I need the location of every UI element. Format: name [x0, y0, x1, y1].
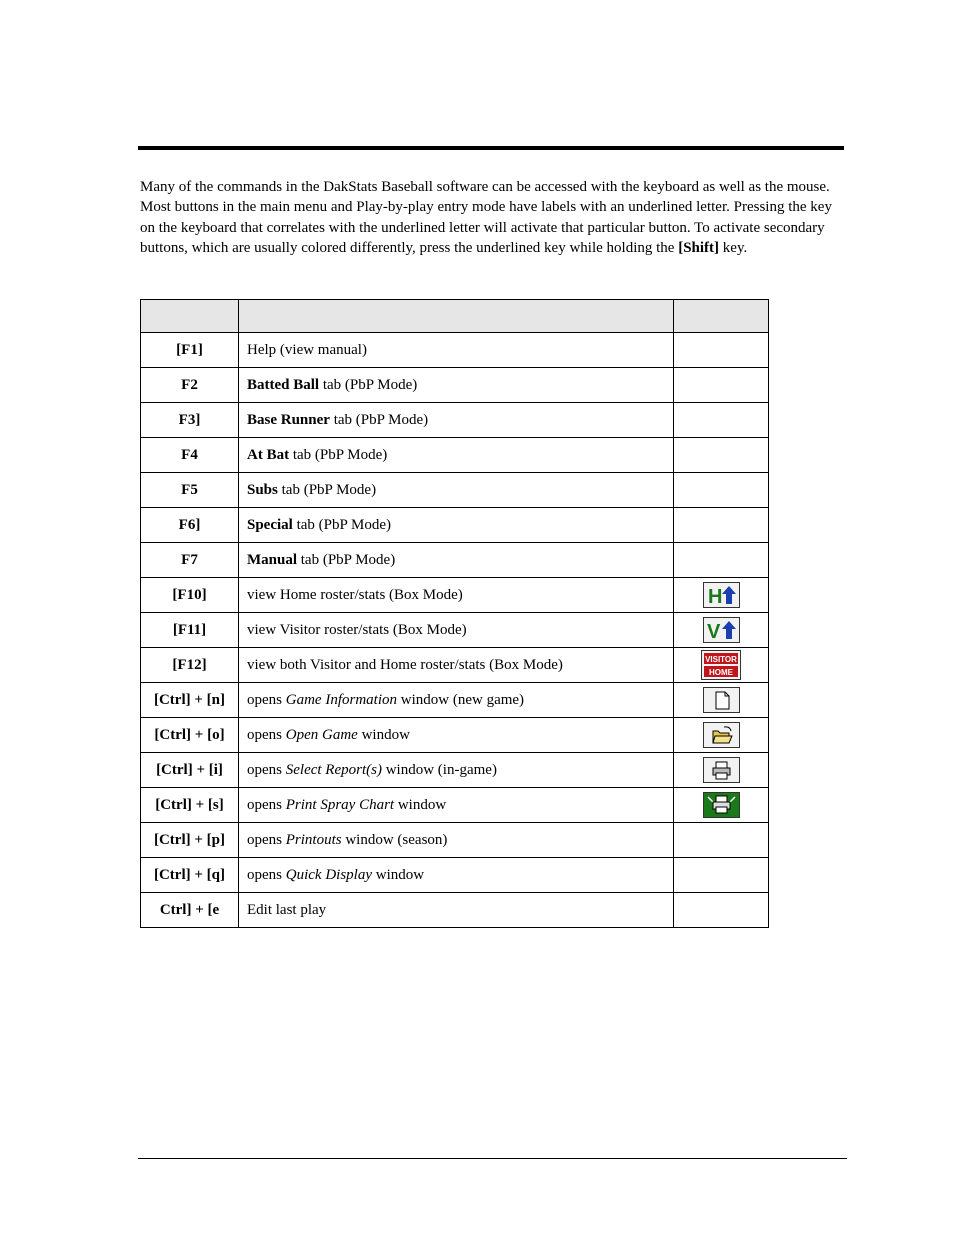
table-row [141, 473, 769, 508]
shortcut-button-cell [674, 893, 769, 928]
shortcut-key: F3] [141, 403, 239, 438]
shortcut-button-cell [674, 508, 769, 543]
header-key [141, 300, 239, 333]
home-roster-icon [703, 582, 740, 608]
shortcut-key: [F12] [141, 648, 239, 683]
table-row [141, 753, 769, 788]
shortcut-key: [Ctrl] + [s] [141, 788, 239, 823]
description-prefix: opens [247, 831, 286, 848]
spray-chart-printer-icon [703, 792, 740, 818]
header-button [674, 300, 769, 333]
shortcut-description [239, 508, 674, 543]
description-text: tab (PbP Mode) [289, 446, 388, 463]
description-text: tab (PbP Mode) [319, 376, 418, 393]
tab-name: At Bat [247, 446, 290, 463]
shift-key-label: [Shift] [678, 240, 720, 257]
shortcut-description [239, 718, 674, 753]
top-rule [138, 146, 844, 150]
shortcut-button-cell [674, 753, 769, 788]
table-row [141, 578, 769, 613]
description-text: Edit last play [247, 901, 327, 918]
shortcut-button-cell [674, 683, 769, 718]
shortcut-key: [Ctrl] + [q] [141, 858, 239, 893]
description-text: view both Visitor and Home roster/stats (Box Mode) [247, 656, 563, 673]
tab-name: Subs [247, 481, 278, 498]
visitor-roster-icon [703, 617, 740, 643]
shortcut-button-cell [674, 578, 769, 613]
table-header-row [141, 300, 769, 333]
tab-name: Batted Ball [247, 376, 320, 393]
shortcut-description [239, 893, 674, 928]
shortcut-button-cell [674, 648, 769, 683]
description-text: window (season) [341, 831, 448, 848]
table-row [141, 648, 769, 683]
visitor-home-icon [701, 650, 741, 680]
tab-name: Base Runner [247, 411, 330, 428]
window-name: Open Game [285, 726, 358, 743]
window-name: Select Report(s) [285, 761, 382, 778]
description-text: window [371, 866, 425, 883]
shortcut-button-cell [674, 858, 769, 893]
shortcut-description [239, 473, 674, 508]
shortcut-button-cell [674, 368, 769, 403]
svg-text:HOME: HOME [709, 668, 733, 677]
tab-name: Special [247, 516, 293, 533]
shortcut-button-cell [674, 403, 769, 438]
printer-icon [703, 757, 740, 783]
open-folder-icon [703, 722, 740, 748]
table-row [141, 438, 769, 473]
shortcut-key: [Ctrl] + [i] [141, 753, 239, 788]
shortcut-key: F5 [141, 473, 239, 508]
table-row [141, 718, 769, 753]
table-row [141, 788, 769, 823]
shortcut-button-cell [674, 613, 769, 648]
description-text: window (in-game) [381, 761, 497, 778]
description-text: view Home roster/stats (Box Mode) [247, 586, 463, 603]
tab-name: Manual [247, 551, 298, 568]
window-name: Quick Display [285, 866, 372, 883]
shortcut-description [239, 683, 674, 718]
shortcut-key: [F10] [141, 578, 239, 613]
shortcut-description [239, 648, 674, 683]
shortcut-description [239, 578, 674, 613]
shortcut-description [239, 613, 674, 648]
description-text: window [357, 726, 410, 743]
shortcut-button-cell [674, 438, 769, 473]
shortcut-key: F7 [141, 543, 239, 578]
description-prefix: opens [247, 726, 286, 743]
description-text: tab (PbP Mode) [277, 481, 377, 498]
shortcut-key: [F11] [141, 613, 239, 648]
shortcut-key: [Ctrl] + [n] [141, 683, 239, 718]
description-prefix: opens [247, 866, 286, 883]
shortcut-button-cell [674, 473, 769, 508]
shortcut-description [239, 333, 674, 368]
table-row [141, 858, 769, 893]
svg-text:VISITOR: VISITOR [705, 655, 737, 664]
table-row [141, 543, 769, 578]
description-text: view Visitor roster/stats (Box Mode) [247, 621, 467, 638]
window-name: Print Spray Chart [285, 796, 395, 813]
shortcut-button-cell [674, 333, 769, 368]
shortcut-key: Ctrl] + [e [141, 893, 239, 928]
header-function [239, 300, 674, 333]
table-row [141, 403, 769, 438]
shortcut-description [239, 788, 674, 823]
shortcut-key: F6] [141, 508, 239, 543]
table-row [141, 893, 769, 928]
shortcut-button-cell [674, 823, 769, 858]
shortcut-description [239, 438, 674, 473]
description-prefix: opens [247, 691, 286, 708]
shortcut-description [239, 403, 674, 438]
description-text: window (new game) [397, 691, 525, 708]
shortcut-button-cell [674, 788, 769, 823]
description-prefix: opens [247, 796, 286, 813]
shortcut-description [239, 543, 674, 578]
description-text: tab (PbP Mode) [297, 551, 396, 568]
table-row [141, 508, 769, 543]
bottom-rule [138, 1158, 847, 1159]
description-prefix: opens [247, 761, 286, 778]
table-row [141, 683, 769, 718]
window-name: Printouts [285, 831, 342, 848]
shortcut-table [140, 299, 769, 928]
intro-text: Many of the commands in the DakStats Baseball software can be accessed with the keyboard as well as the mouse. Most buttons in the main menu and Play-by-play entry mode have labels with an underlined letter. Pressing the key on the keyboard that correlates with the underlined letter will activate that particular button. To activate secondary buttons, which are usually colored differently, press the underlined key while holding the [140, 179, 832, 257]
shortcut-key: F4 [141, 438, 239, 473]
shortcut-description [239, 858, 674, 893]
shortcut-key: F2 [141, 368, 239, 403]
shortcut-key: [F1] [141, 333, 239, 368]
table-row [141, 368, 769, 403]
shortcut-button-cell [674, 718, 769, 753]
intro-text-end: key. [719, 240, 748, 257]
svg-text:H: H [707, 586, 722, 607]
svg-text:V: V [706, 621, 720, 642]
new-document-icon [703, 687, 740, 713]
description-text: tab (PbP Mode) [292, 516, 392, 533]
intro-paragraph [140, 177, 840, 259]
table-body [141, 333, 769, 928]
description-text: tab (PbP Mode) [329, 411, 429, 428]
shortcut-key: [Ctrl] + [p] [141, 823, 239, 858]
table-row [141, 823, 769, 858]
shortcut-description [239, 823, 674, 858]
table-row [141, 613, 769, 648]
shortcut-description [239, 368, 674, 403]
shortcut-button-cell [674, 543, 769, 578]
table-row [141, 333, 769, 368]
shortcut-key: [Ctrl] + [o] [141, 718, 239, 753]
description-text: window [394, 796, 447, 813]
shortcut-description [239, 753, 674, 788]
description-text: Help (view manual) [247, 341, 367, 358]
window-name: Game Information [285, 691, 397, 708]
